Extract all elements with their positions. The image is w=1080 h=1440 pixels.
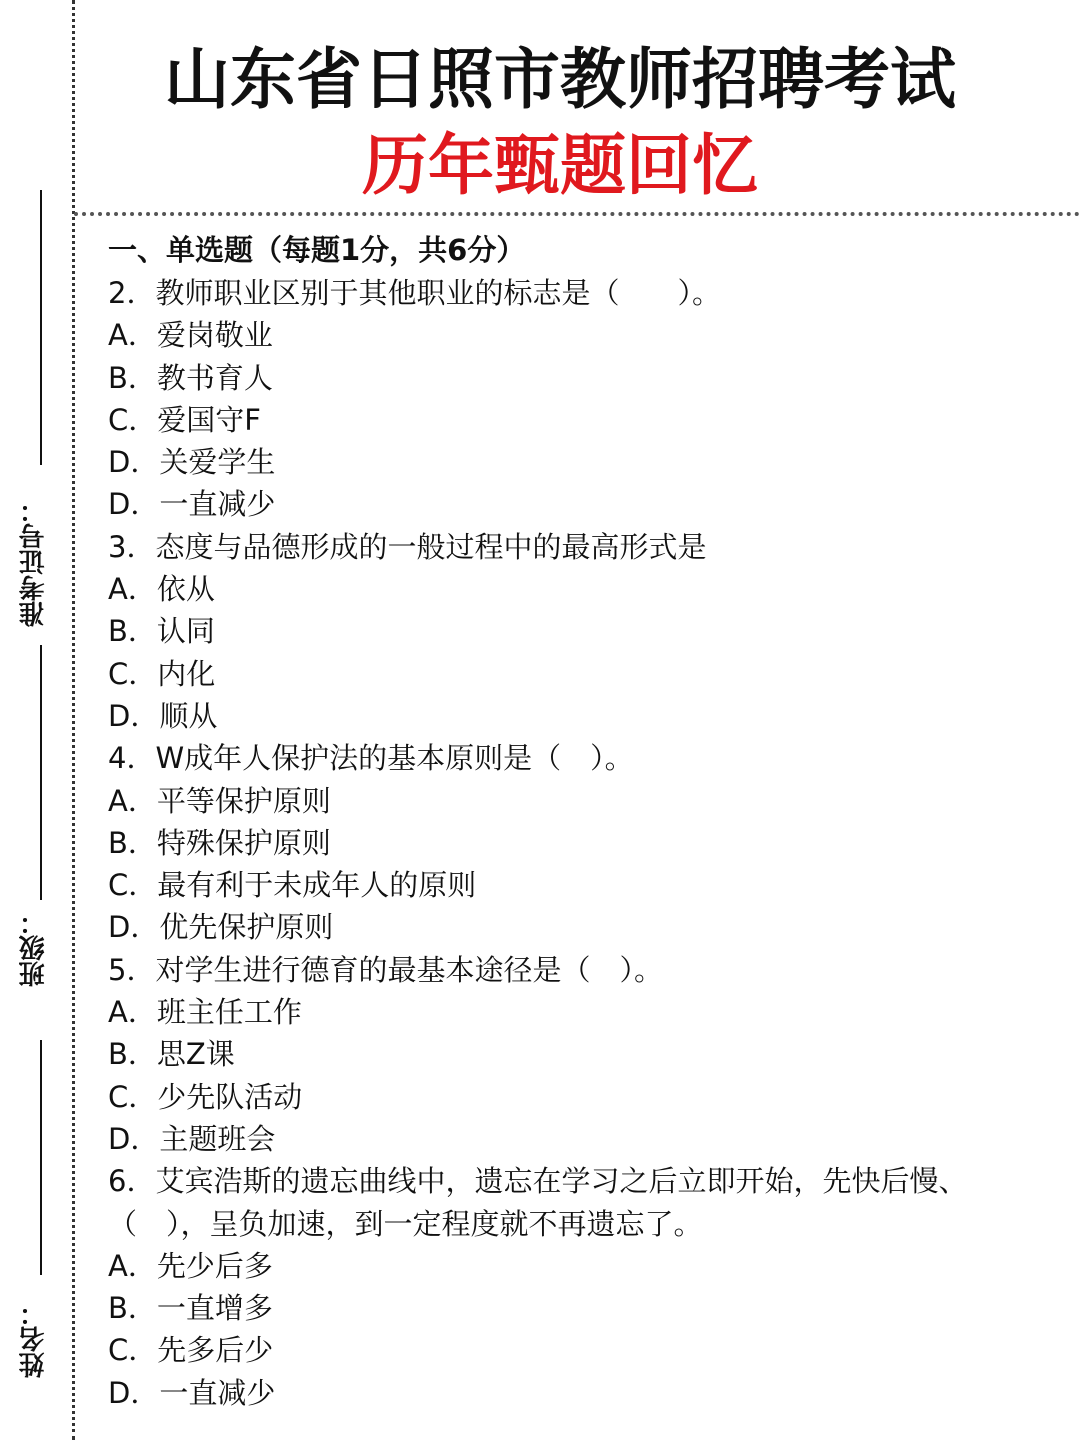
question-line: C．内化 [108,656,216,691]
question-line: D．一直减少 [108,487,276,522]
exam-id-label-text: 准考证号： [19,497,49,627]
question-line: D．顺从 [108,698,218,733]
question-line: C．先多后少 [108,1333,274,1368]
question-line: D．一直减少 [108,1375,276,1410]
question-line: C．少先队活动 [108,1079,303,1114]
header-dotted-divider [74,212,1080,216]
question-line: D．关爱学生 [108,445,276,480]
question-line: B．特殊保护原则 [108,825,331,860]
question-line: C．最有利于未成年人的原则 [108,868,477,903]
question-line: 5．对学生进行德育的最基本途径是（ ）。 [108,952,663,987]
binding-dotted-line [72,0,75,1440]
page-title: 山东省日照市教师招聘考试 [164,41,956,118]
question-line: B．思Z课 [108,1037,235,1072]
question-line: C．爱国守F [108,402,261,437]
exam-id-underline [40,190,42,465]
page-subtitle: 历年甄题回忆 [362,127,758,204]
question-line: B．认同 [108,614,215,649]
question-lines [108,272,1048,1414]
question-line: B．教书育人 [108,360,273,395]
question-line: （ ），呈负加速，到一定程度就不再遗忘了。 [108,1206,703,1241]
question-line: A．班主任工作 [108,995,302,1030]
name-label: 姓名： [19,1300,49,1378]
question-line: 6．艾宾浩斯的遗忘曲线中，遗忘在学习之后立即开始，先快后慢、 [108,1164,968,1199]
section-heading: 一、单选题（每题1分，共6分） [108,233,526,267]
question-line: B．一直增多 [108,1291,273,1326]
class-underline [40,645,42,900]
class-label: 班级： [19,909,49,987]
question-line: A．爱岗敬业 [108,318,273,353]
question-line: D．主题班会 [108,1121,276,1156]
question-line: A．平等保护原则 [108,783,331,818]
question-line: 2．教师职业区别于其他职业的标志是（ ）。 [108,276,721,310]
question-line: A．先少后多 [108,1248,273,1283]
name-underline [40,1040,42,1275]
question-line: 3．态度与品德形成的一般过程中的最高形式是 [108,529,707,564]
question-line: A．依从 [108,572,215,607]
question-line: 4．W成年人保护法的基本原则是（ ）。 [108,741,634,776]
question-list [108,228,1048,1414]
question-line: D．优先保护原则 [108,910,334,945]
